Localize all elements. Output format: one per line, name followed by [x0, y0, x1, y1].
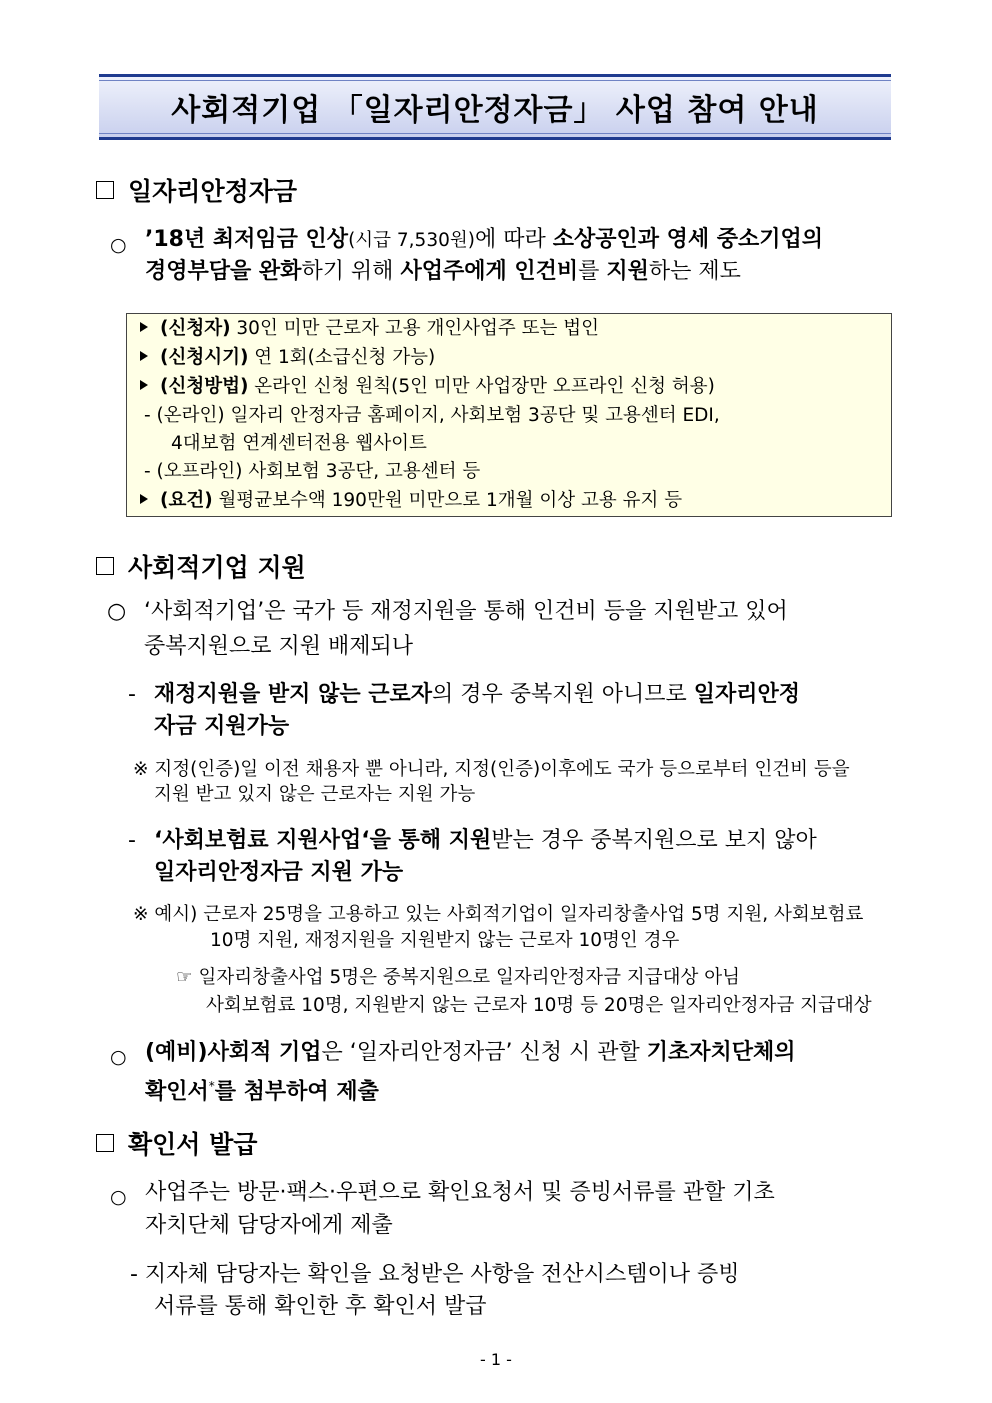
triangle-bullet-icon: [140, 494, 148, 504]
info-line: 4대보험 연계센터전용 웹사이트: [171, 433, 427, 454]
info-line: - (온라인) 일자리 안정자금 홈페이지, 사회보험 3공단 및 고용센터 EDI,: [144, 405, 720, 426]
note-line: 사회보험료 10명, 지원받지 않는 근로자 10명 등 20명은 일자리안정자금 지급대상: [206, 995, 872, 1016]
document-title: 사회적기업 「일자리안정자금」 사업 참여 안내: [171, 93, 819, 128]
dash-bullet: -: [128, 682, 136, 707]
triangle-bullet-icon: [140, 322, 148, 332]
paragraph-line: ‘사회보험료 지원사업‘을 통해 지원받는 경우 중복지원으로 보지 않아: [154, 828, 817, 853]
paragraph-line: 경영부담을 완화하기 위해 사업주에게 인건비를 지원하는 제도: [145, 259, 741, 284]
paragraph-line: 확인서*를 첨부하여 제출: [145, 1079, 379, 1105]
triangle-bullet-icon: [140, 351, 148, 361]
checkbox-square-icon: [96, 557, 114, 575]
paragraph-line: 자치단체 담당자에게 제출: [145, 1213, 393, 1238]
note-line: 지원 받고 있지 않은 근로자는 지원 가능: [154, 784, 476, 805]
triangle-bullet-icon: [140, 380, 148, 390]
note-line: 10명 지원, 재정지원을 지원받지 않는 근로자 10명인 경우: [210, 930, 680, 951]
circle-bullet-icon: ○: [110, 1186, 127, 1208]
paragraph-line: 재정지원을 받지 않는 근로자의 경우 중복지원 아니므로 일자리안정: [154, 682, 801, 707]
circle-bullet-icon: ○: [107, 599, 127, 624]
paragraph-line: 서류를 통해 확인한 후 확인서 발급: [154, 1294, 487, 1319]
page-number: - 1 -: [480, 1350, 512, 1369]
section-heading-text: 일자리안정자금: [128, 177, 298, 206]
paragraph-line: ’18년 최저임금 인상(시급 7,530원)에 따라 소상공인과 영세 중소기업의: [145, 227, 824, 252]
info-box: [126, 313, 892, 517]
checkbox-square-icon: [96, 1134, 114, 1152]
paragraph-line: 일자리안정자금 지원 가능: [154, 860, 404, 885]
info-line: (신청시기) 연 1회(소급신청 가능): [140, 344, 435, 373]
section-heading-text: 확인서 발급: [128, 1130, 258, 1159]
section-heading-2: [96, 548, 306, 584]
paragraph-line: 중복지원으로 지원 배제되나: [144, 634, 414, 659]
checkbox-square-icon: [96, 181, 114, 199]
note-line: ※ 지정(인증)일 이전 채용자 뿐 아니라, 지정(인증)이후에도 국가 등으로부터 인건비 등을: [133, 759, 850, 780]
paragraph-line: 자금 지원가능: [154, 714, 290, 739]
paragraph-line: - 지자체 담당자는 확인을 요청받은 사항을 전산시스템이나 증빙: [130, 1262, 740, 1287]
section-heading-text: 사회적기업 지원: [128, 553, 306, 582]
circle-bullet-icon: ○: [110, 1046, 127, 1068]
info-line: (신청방법) 온라인 신청 원칙(5인 미만 사업장만 오프라인 신청 허용): [140, 373, 715, 402]
info-line: (요건) 월평균보수액 190만원 미만으로 1개월 이상 고용 유지 등: [140, 487, 682, 516]
info-line: (신청자) 30인 미만 근로자 고용 개인사업주 또는 법인: [140, 315, 599, 344]
section-heading-3: [96, 1125, 257, 1161]
paragraph-line: (예비)사회적 기업은 ‘일자리안정자금’ 신청 시 관할 기초자치단체의: [145, 1040, 796, 1065]
circle-bullet-icon: ○: [110, 234, 127, 256]
info-line: - (오프라인) 사회보험 3공단, 고용센터 등: [144, 461, 481, 482]
section-heading-1: [96, 172, 297, 208]
dash-bullet: -: [128, 828, 136, 853]
note-line: ☞ 일자리창출사업 5명은 중복지원으로 일자리안정자금 지급대상 아님: [176, 967, 741, 988]
title-banner: [99, 74, 891, 140]
paragraph-line: 사업주는 방문·팩스·우편으로 확인요청서 및 증빙서류를 관할 기초: [145, 1180, 775, 1205]
paragraph-line: ‘사회적기업’은 국가 등 재정지원을 통해 인건비 등을 지원받고 있어: [144, 599, 788, 624]
note-line: ※ 예시) 근로자 25명을 고용하고 있는 사회적기업이 일자리창출사업 5명 지원, 사회보험료: [133, 904, 864, 925]
